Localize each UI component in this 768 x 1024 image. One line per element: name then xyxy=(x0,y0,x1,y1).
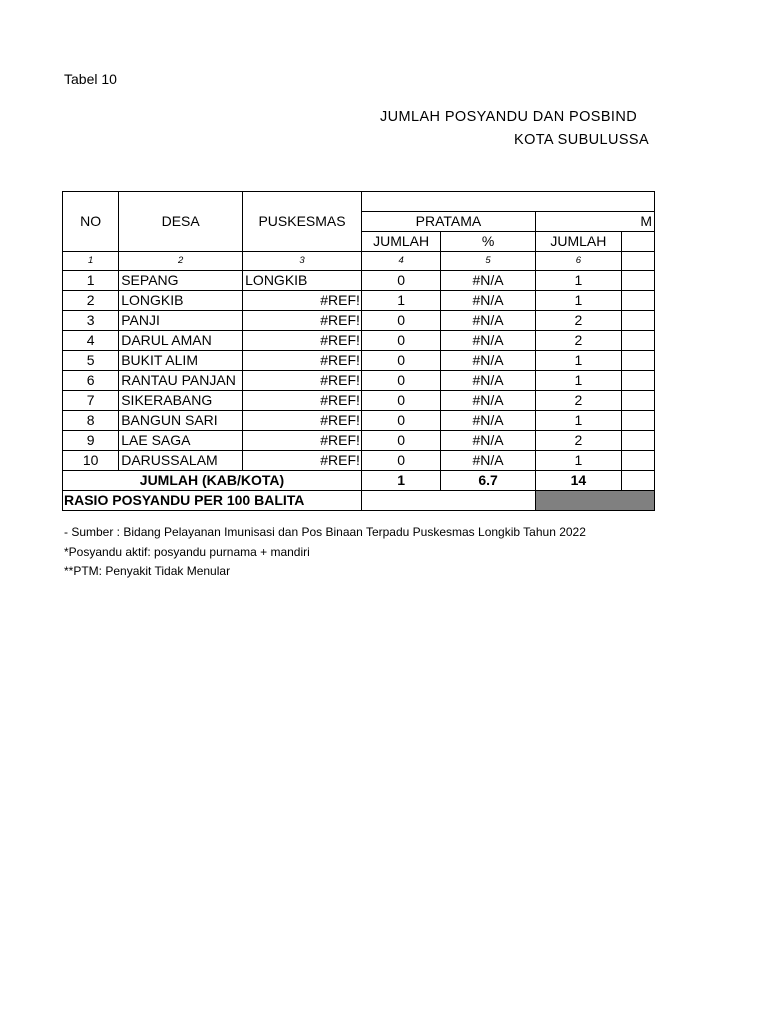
cell-cut xyxy=(621,411,654,431)
cell-persen: #N/A xyxy=(441,331,536,351)
col-number: 5 xyxy=(441,252,536,271)
col-number: 6 xyxy=(535,252,621,271)
header-group-top xyxy=(361,192,654,212)
cell-persen: #N/A xyxy=(441,371,536,391)
table-row xyxy=(63,311,655,331)
cell-persen: #N/A xyxy=(441,411,536,431)
cell-desa: LONGKIB xyxy=(119,291,243,311)
cell-desa: DARUL AMAN xyxy=(119,331,243,351)
cell-jumlah: 0 xyxy=(361,311,440,331)
cell-persen: #N/A xyxy=(441,451,536,471)
cell-jumlah: 0 xyxy=(361,391,440,411)
cell-jumlah-2: 1 xyxy=(535,451,621,471)
cell-puskesmas: #REF! xyxy=(243,291,362,311)
col-number: 4 xyxy=(361,252,440,271)
cell-jumlah: 0 xyxy=(361,451,440,471)
cell-desa: DARUSSALAM xyxy=(119,451,243,471)
posyandu-note: *Posyandu aktif: posyandu purnama + mandiri xyxy=(64,545,310,559)
ptm-note: **PTM: Penyakit Tidak Menular xyxy=(64,564,231,578)
cell-puskesmas: #REF! xyxy=(243,391,362,411)
report-title: JUMLAH POSYANDU DAN POSBIND xyxy=(380,109,638,125)
cell-desa: BUKIT ALIM xyxy=(119,351,243,371)
cell-jumlah-2: 2 xyxy=(535,331,621,351)
col-number: 3 xyxy=(243,252,362,271)
cell-jumlah: 0 xyxy=(361,431,440,451)
cell-no: 8 xyxy=(63,411,119,431)
header-pratama: PRATAMA xyxy=(361,212,535,232)
cell-puskesmas: #REF! xyxy=(243,331,362,351)
table-row xyxy=(63,351,655,371)
cell-persen: #N/A xyxy=(441,271,536,291)
table-row xyxy=(63,451,655,471)
header-cut-cell xyxy=(621,232,654,252)
total-persen: 6.7 xyxy=(441,471,536,491)
cell-cut xyxy=(621,451,654,471)
cell-jumlah-2: 1 xyxy=(535,411,621,431)
cell-no: 4 xyxy=(63,331,119,351)
report-subtitle: KOTA SUBULUSSA xyxy=(514,132,650,148)
header-row-top xyxy=(63,192,655,212)
rasio-row xyxy=(63,491,655,511)
cell-cut xyxy=(621,331,654,351)
cell-desa: SEPANG xyxy=(119,271,243,291)
cell-jumlah: 0 xyxy=(361,271,440,291)
cell-jumlah-2: 1 xyxy=(535,371,621,391)
total-row xyxy=(63,471,655,491)
cell-cut xyxy=(621,391,654,411)
source-note: - Sumber : Bidang Pelayanan Imunisasi dan Pos Binaan Terpadu Puskesmas Longkib Tahun 2022 xyxy=(64,525,586,539)
posyandu-table xyxy=(62,191,655,511)
cell-persen: #N/A xyxy=(441,391,536,411)
total-cut xyxy=(621,471,654,491)
cell-jumlah-2: 1 xyxy=(535,351,621,371)
table-number-label: Tabel 10 xyxy=(64,71,117,87)
total-label: JUMLAH (KAB/KOTA) xyxy=(63,471,362,491)
cell-jumlah: 0 xyxy=(361,371,440,391)
header-puskesmas: PUSKESMAS xyxy=(243,192,362,252)
total-jumlah-2: 14 xyxy=(535,471,621,491)
cell-cut xyxy=(621,271,654,291)
header-desa: DESA xyxy=(119,192,243,252)
cell-no: 6 xyxy=(63,371,119,391)
cell-desa: SIKERABANG xyxy=(119,391,243,411)
cell-persen: #N/A xyxy=(441,311,536,331)
table-row xyxy=(63,271,655,291)
cell-jumlah-2: 1 xyxy=(535,291,621,311)
rasio-value xyxy=(361,491,535,511)
cell-jumlah: 1 xyxy=(361,291,440,311)
cell-desa: RANTAU PANJAN xyxy=(119,371,243,391)
table-row xyxy=(63,431,655,451)
cell-cut xyxy=(621,431,654,451)
table-row xyxy=(63,411,655,431)
column-number-row xyxy=(63,252,655,271)
table-row xyxy=(63,291,655,311)
cell-jumlah-2: 2 xyxy=(535,391,621,411)
cell-jumlah-2: 2 xyxy=(535,431,621,451)
table-row xyxy=(63,371,655,391)
cell-jumlah-2: 2 xyxy=(535,311,621,331)
cell-desa: BANGUN SARI xyxy=(119,411,243,431)
header-jumlah: JUMLAH xyxy=(361,232,440,252)
cell-persen: #N/A xyxy=(441,291,536,311)
cell-puskesmas: #REF! xyxy=(243,451,362,471)
cell-puskesmas: #REF! xyxy=(243,371,362,391)
cell-no: 10 xyxy=(63,451,119,471)
total-jumlah: 1 xyxy=(361,471,440,491)
cell-puskesmas: LONGKIB xyxy=(243,271,362,291)
cell-puskesmas: #REF! xyxy=(243,431,362,451)
cell-no: 5 xyxy=(63,351,119,371)
col-number: 2 xyxy=(119,252,243,271)
cell-puskesmas: #REF! xyxy=(243,351,362,371)
header-no: NO xyxy=(63,192,119,252)
rasio-label: RASIO POSYANDU PER 100 BALITA xyxy=(63,491,362,511)
cell-cut xyxy=(621,371,654,391)
cell-desa: PANJI xyxy=(119,311,243,331)
cell-no: 9 xyxy=(63,431,119,451)
cell-jumlah: 0 xyxy=(361,411,440,431)
cell-jumlah: 0 xyxy=(361,331,440,351)
cell-persen: #N/A xyxy=(441,431,536,451)
cell-jumlah: 0 xyxy=(361,351,440,371)
header-persen: % xyxy=(441,232,536,252)
cell-no: 2 xyxy=(63,291,119,311)
rasio-shaded-cell xyxy=(535,491,654,511)
cell-persen: #N/A xyxy=(441,351,536,371)
cell-cut xyxy=(621,311,654,331)
cell-puskesmas: #REF! xyxy=(243,311,362,331)
col-number-cut xyxy=(621,252,654,271)
cell-puskesmas: #REF! xyxy=(243,411,362,431)
col-number: 1 xyxy=(63,252,119,271)
header-madya-partial: M xyxy=(535,212,654,232)
cell-cut xyxy=(621,291,654,311)
cell-no: 3 xyxy=(63,311,119,331)
cell-cut xyxy=(621,351,654,371)
table-row xyxy=(63,391,655,411)
cell-jumlah-2: 1 xyxy=(535,271,621,291)
cell-no: 1 xyxy=(63,271,119,291)
cell-no: 7 xyxy=(63,391,119,411)
table-row xyxy=(63,331,655,351)
header-jumlah-2: JUMLAH xyxy=(535,232,621,252)
cell-desa: LAE SAGA xyxy=(119,431,243,451)
